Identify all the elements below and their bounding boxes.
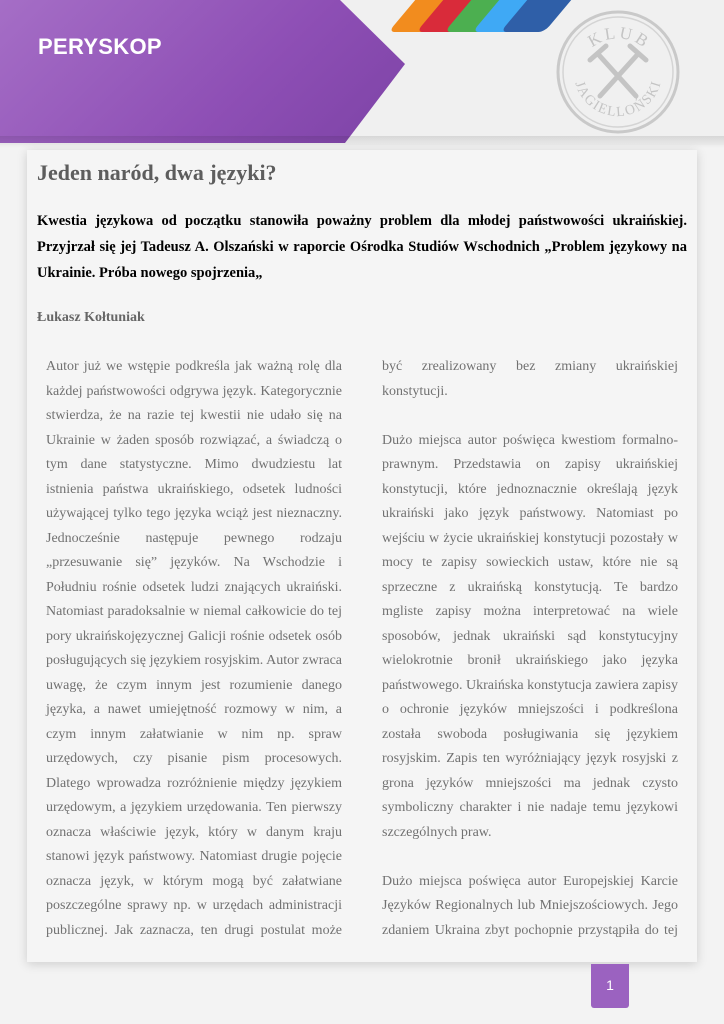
seal-text-top: KLUB bbox=[584, 23, 655, 53]
text-line: grona języków mniejszości ma jednak czysto bbox=[382, 775, 678, 791]
text-line: oznacza język, w którym mogą być załatwiane bbox=[46, 873, 342, 889]
crossed-hammers-icon bbox=[590, 46, 646, 96]
text-line: konstytucji, które jednoznacznie określają język bbox=[382, 481, 678, 497]
text-line: ukraiński jako język państwowy. Natomiast po bbox=[382, 506, 678, 521]
text-line: oznacza właściwie język, który w danym kraju bbox=[46, 824, 342, 840]
brand-banner bbox=[0, 0, 405, 143]
text-line: wejściu w życie ukraińskiej konstytucji pozostały w bbox=[382, 530, 678, 546]
text-line: istnienia państwa ukraińskiego, odsetek ludności bbox=[46, 481, 342, 497]
text-line: sprzeczne z ukraińską konstytucją. Te bardzo bbox=[382, 579, 678, 595]
text-line: Autor już we wstępie podkreśla jak ważną rolę dla bbox=[46, 359, 342, 374]
text-line: pory ukraińskojęzycznej Galicji rośnie odsetek osób bbox=[46, 628, 342, 644]
text-line: stwierdza, że na razie tej kwestii nie udało się na bbox=[46, 408, 342, 423]
article-lead: Kwestia językowa od początku stanowiła poważny problem dla młodej państwowości ukraińskiej. Przyjrzał się jej Tadeusz A. Olszański w raporcie Ośrodka Studiów Wschodnich „Problem językowy na Ukrainie. Próba nowego spojrzenia„ bbox=[37, 213, 687, 281]
text-line: stanowi język państwowy. Natomiast drugie pojęcie bbox=[46, 849, 342, 864]
text-line: sposobów, jednak ukraiński sąd konstytucyjny bbox=[382, 628, 678, 644]
text-line: mocy te zapisy sowieckich ustaw, które nie są bbox=[382, 555, 678, 570]
text-line: używającej tylko tego języka wciąż jest nieznaczny. bbox=[46, 506, 342, 521]
text-line: symboliczny charakter i nie nadaje temu językowi bbox=[382, 800, 678, 815]
header-shadow bbox=[0, 136, 724, 148]
seal-text-ring: JAGIELLOŃSKI bbox=[571, 78, 665, 121]
text-line: mgliste zapisy można interpretować na wiele bbox=[382, 604, 678, 619]
left-column bbox=[46, 355, 342, 943]
text-line: Ukrainie w żaden sposób rozwiązać, a świadczą o bbox=[46, 432, 342, 448]
text-line: publicznej. Jak zaznacza, ten drugi postulat może bbox=[46, 922, 342, 938]
color-stripes bbox=[392, 0, 572, 40]
text-line: rosyjskim. Zapis ten wyróżniający język rosyjski z bbox=[382, 751, 678, 766]
text-line: urzędowych, czy pisanie pism procesowych. bbox=[46, 751, 342, 766]
paragraph-gap bbox=[382, 845, 678, 870]
text-line: Dużo miejsca autor poświęca kwestiom formalno- bbox=[382, 432, 678, 448]
brand-title: PERYSKOP bbox=[38, 34, 162, 59]
text-line: uwagę, że czym innym jest rozumienie danego bbox=[46, 677, 342, 693]
text-line: czym innym załatwianie w nim np. spraw bbox=[46, 726, 342, 742]
text-line: Dlatego wprowadza rozróżnienie między językiem bbox=[46, 775, 342, 791]
paragraph-gap bbox=[382, 404, 678, 429]
text-line: poszczególne sprawy np. w urzędach administracji bbox=[46, 898, 342, 913]
page-number: 1 bbox=[591, 964, 629, 1008]
text-line: szczególnych praw. bbox=[382, 824, 492, 840]
svg-text:JAGIELLOŃSKI bbox=[571, 79, 664, 121]
text-line: konstytucji. bbox=[382, 383, 448, 399]
text-line: państwowego. Ukraińska konstytucja zawiera zapisy bbox=[382, 677, 678, 693]
text-line: wielokrotnie bronił ukraińskiego jako języka bbox=[382, 653, 678, 668]
text-line: Języków Regionalnych lub Mniejszościowych. Jego bbox=[382, 898, 678, 913]
text-line: Dużo miejsca poświęca autor Europejskiej Karcie bbox=[382, 873, 678, 889]
text-line: Południu rośnie odsetek ludzi znających ukraiński. bbox=[46, 579, 342, 595]
text-line: być zrealizowany bez zmiany ukraińskiej bbox=[382, 359, 678, 374]
text-line: „przesuwanie się” języków. Na Wschodzie i bbox=[46, 555, 342, 570]
text-line: tym dane statystyczne. Mimo dwudziestu lat bbox=[46, 457, 342, 472]
text-line: prawnym. Przedstawia on zapisy ukraińskiej bbox=[382, 457, 678, 472]
article-title: Jeden naród, dwa języki? bbox=[37, 160, 277, 185]
text-line: każdej państwowości odgrywa język. Kategorycznie bbox=[46, 383, 342, 399]
right-column bbox=[382, 355, 678, 943]
svg-text:KLUB bbox=[585, 23, 655, 52]
article-author: Łukasz Kołtuniak bbox=[37, 310, 145, 325]
text-line: Jednocześnie następuje pewnego rodzaju bbox=[46, 530, 342, 546]
text-line: Natomiast paradoksalnie w niemal całkowicie do tej bbox=[46, 604, 342, 619]
text-line: o ochronie języków mniejszości i podkreślona bbox=[382, 702, 678, 717]
text-line: posługujących się językiem rosyjskim. Autor zwraca bbox=[46, 653, 342, 668]
text-line: języka, a nawet umiejętność rozmowy w nim, a bbox=[46, 702, 342, 717]
text-line: urzędowym, a językiem urzędowania. Ten pierwszy bbox=[46, 800, 342, 815]
text-line: zdaniem Ukraina zbyt pochopnie przystąpiła do tej bbox=[382, 922, 678, 938]
text-line: została swoboda posługiwania się językiem bbox=[382, 726, 678, 742]
page-header bbox=[0, 0, 724, 145]
club-seal-logo bbox=[554, 8, 682, 136]
